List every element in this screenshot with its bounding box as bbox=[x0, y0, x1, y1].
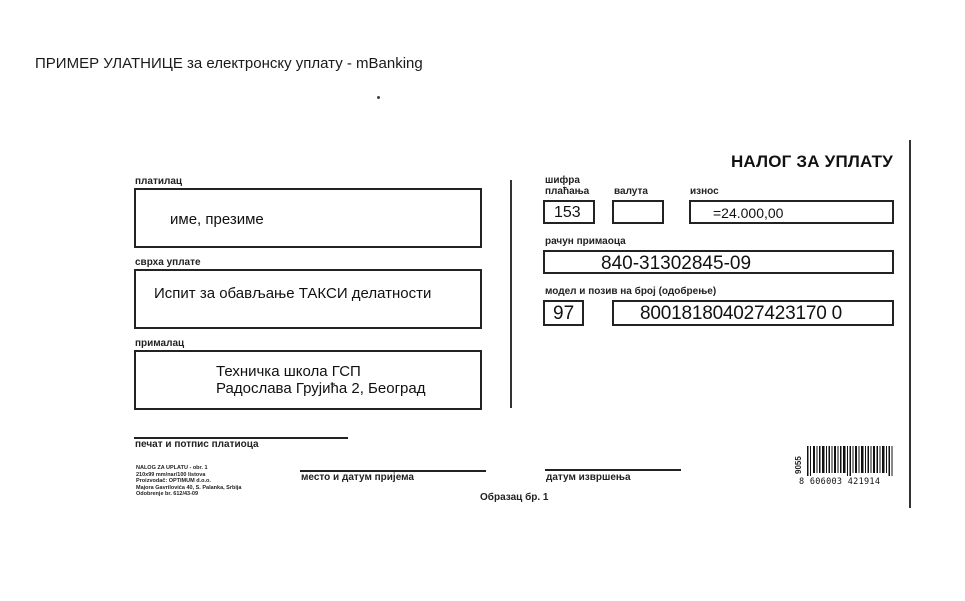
imprint-line: Odobrenje br. 612/43-09 bbox=[136, 491, 199, 497]
execution-date-label: датум извршења bbox=[546, 472, 631, 483]
recipient-line1: Техничка школа ГСП bbox=[216, 363, 361, 380]
imprint-line: Proizvodač: OPTIMUM d.o.o. bbox=[136, 478, 211, 484]
amount-value: =24.000,00 bbox=[713, 205, 784, 221]
model-field[interactable] bbox=[543, 300, 584, 326]
barcode-side-number: 9055 bbox=[794, 456, 803, 474]
payer-value: име, презиме bbox=[170, 211, 264, 228]
recipient-label: прималац bbox=[135, 338, 185, 349]
payment-code-label-line2: плаћања bbox=[545, 186, 590, 197]
model-value: 97 bbox=[553, 303, 575, 324]
form-imprint bbox=[136, 465, 241, 498]
purpose-field[interactable] bbox=[134, 269, 482, 329]
account-field[interactable] bbox=[543, 250, 894, 274]
payment-code-value: 153 bbox=[554, 204, 581, 221]
barcode-bars bbox=[807, 446, 895, 476]
stray-dot bbox=[377, 96, 380, 99]
barcode bbox=[795, 446, 895, 490]
place-date-label: место и датум пријема bbox=[301, 472, 414, 483]
form-title: НАЛОГ ЗА УПЛАТУ bbox=[730, 152, 893, 171]
form-center-divider bbox=[510, 180, 512, 408]
purpose-label: сврха уплате bbox=[135, 257, 201, 268]
form-right-border bbox=[909, 140, 911, 508]
account-value: 840-31302845-09 bbox=[601, 253, 752, 274]
page-heading: ПРИМЕР УЛАТНИЦЕ за електронску уплату - mBanking bbox=[35, 55, 423, 72]
currency-field[interactable] bbox=[612, 200, 664, 224]
account-label: рачун примаоца bbox=[545, 236, 626, 247]
payer-field[interactable] bbox=[134, 188, 482, 248]
payer-label: платилац bbox=[135, 176, 183, 187]
barcode-digits: 8 606003 421914 bbox=[799, 477, 881, 487]
recipient-line2: Радослава Грујића 2, Београд bbox=[216, 380, 426, 397]
payment-code-label bbox=[545, 175, 589, 197]
execution-date-line bbox=[545, 469, 681, 471]
signature-label: печат и потпис платиоца bbox=[135, 439, 259, 450]
reference-number-value: 800181804027423170 0 bbox=[640, 303, 843, 324]
amount-field[interactable] bbox=[689, 200, 894, 224]
form-number: Образац бр. 1 bbox=[480, 492, 549, 503]
reference-label: модел и позив на број (одобрење) bbox=[545, 286, 717, 297]
recipient-field[interactable] bbox=[134, 350, 482, 410]
imprint-line: NALOG ZA UPLATU - obr. 1 bbox=[136, 465, 208, 471]
amount-label: износ bbox=[690, 186, 719, 197]
reference-number-field[interactable] bbox=[612, 300, 894, 326]
payment-code-label-line1: шифра bbox=[545, 175, 580, 186]
currency-label: валута bbox=[614, 186, 648, 197]
purpose-value: Испит за обављање ТАКСИ делатности bbox=[154, 285, 432, 302]
imprint-line: 210x99 mm/nar/100 listova bbox=[136, 471, 206, 478]
payment-code-field[interactable] bbox=[543, 200, 595, 224]
imprint-line: Majora Gavrilovića 40, S. Palanka, Srbija bbox=[136, 484, 242, 491]
